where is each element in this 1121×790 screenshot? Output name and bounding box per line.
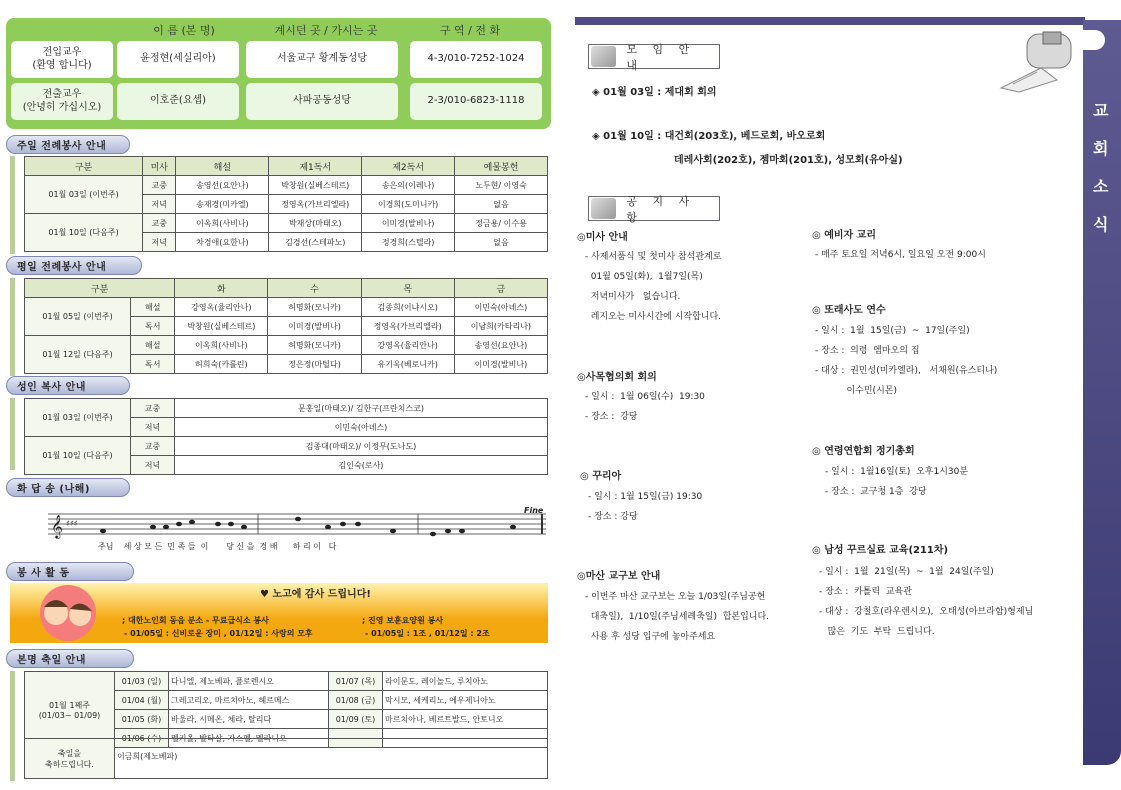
service-line2-right: - 01/05일 : 1조 , 01/12일 : 2조	[365, 629, 490, 638]
feast-date: 01/08 (금)	[329, 691, 383, 710]
svg-text:𝄞: 𝄞	[51, 514, 63, 538]
th: 해설	[176, 157, 269, 176]
date-cell: 01월 10일 (다음주)	[25, 437, 131, 475]
hymn-section-title: 화 답 송 (나해)	[6, 478, 130, 497]
cell: 이옥희(사비나)	[176, 214, 269, 233]
music-staff	[48, 506, 548, 542]
notice-line: 사용 후 성당 입구에 놓아주세요	[585, 632, 716, 642]
role-cell: 해설	[131, 336, 175, 355]
cell: 송영선(요안나)	[454, 336, 547, 355]
adult-table	[24, 398, 548, 475]
notice-youth-title: ◎ 또래사도 연수	[812, 305, 886, 316]
cell: 없음	[455, 195, 548, 214]
header-name: 이 름 (본 명)	[153, 24, 215, 37]
th: 구분	[25, 157, 143, 176]
transfer-out-place: 사파공동성당	[246, 83, 398, 120]
top-bar	[575, 17, 1085, 25]
notice-line: 많은 기도 부탁 드립니다.	[819, 627, 935, 637]
congrats-label: 축일을 축하드립니다.	[25, 739, 115, 779]
service-banner	[10, 583, 548, 643]
notice-assembly-title: ◎ 연령연합회 정기총회	[812, 446, 915, 457]
notice-line: - 일시 : 1월 15일(금) ~ 17일(주일)	[815, 326, 970, 336]
notice-line: - 매주 토요일 저녁6시, 일요일 오전 9:00시	[815, 250, 986, 260]
cell: 차경애(요한나)	[176, 233, 269, 252]
meeting-item-2b: 데레사회(202호), 젬마회(201호), 성모회(유아실)	[674, 155, 903, 166]
meeting-item-1: ◈ 01월 03일 : 제대회 회의	[592, 87, 717, 98]
feast-names: 막시모, 세케리노, 에우제니아노	[383, 691, 548, 710]
notice-line: - 대상 : 강철호(라우렌시오), 오태성(아브라함)형제님	[819, 607, 1034, 617]
cell: 정영옥(가브리엘라)	[269, 195, 362, 214]
notice-line: - 이번주 마산 교구보는 오늘 1/03일(주님공현	[585, 592, 766, 602]
mailbox-icon	[997, 30, 1081, 94]
fine-mark: Fine	[524, 506, 544, 515]
feast-names: 라이문도, 레이놀드, 루치아노	[383, 672, 548, 691]
cell: 김인숙(로사)	[175, 456, 548, 475]
adult-section-title: 성인 복사 안내	[6, 376, 130, 395]
transfer-out-contact: 2-3/010-6823-1118	[410, 83, 542, 120]
mass-cell: 저녁	[143, 233, 176, 252]
service-line1-right: ; 진영 보훈요양원 봉사	[362, 616, 444, 625]
cell: 이민숙(아녜스)	[175, 418, 548, 437]
cell: 이경희(도미니카)	[362, 195, 455, 214]
mass-cell: 저녁	[143, 195, 176, 214]
notice-bulletin-title: ◎마산 교구보 안내	[577, 571, 661, 582]
cell: 박재상(마태오)	[269, 214, 362, 233]
feast-names: 다니엘, 제노베파, 플로렌시오	[169, 672, 329, 691]
notice-cursillo-title: ◎ 남성 꾸르실료 교육(211차)	[812, 545, 949, 556]
notice-line: - 장소 : 의령 엠마오의 집	[815, 346, 920, 356]
header-icon	[591, 46, 616, 67]
notice-line: - 장소 : 강당	[588, 512, 638, 522]
transfer-in-label: 전입교우 (환영 합니다)	[11, 41, 113, 78]
mass-cell: 저녁	[131, 418, 175, 437]
feast-left-bar	[10, 671, 15, 781]
svg-text:♯♯♯: ♯♯♯	[66, 519, 78, 528]
transfer-in-name: 윤정현(세실리아)	[117, 41, 239, 78]
feast-date: 01/07 (목)	[329, 672, 383, 691]
cell: 허명화(모니카)	[268, 298, 361, 317]
mass-cell: 교중	[131, 437, 175, 456]
cell: 강영옥(율리안나)	[175, 298, 268, 317]
feast-week: 01월 1째주 (01/03~ 01/09)	[25, 672, 115, 748]
notice-line: - 일시 : 1월 15일(금) 19:30	[588, 492, 703, 502]
cell: 박창원(실베스테르)	[175, 317, 268, 336]
header-icon	[591, 198, 616, 219]
cell: 박창원(실베스테르)	[269, 176, 362, 195]
cell: 허명화(모니카)	[268, 336, 361, 355]
th: 제2독서	[362, 157, 455, 176]
cell: 송은의(이레나)	[362, 176, 455, 195]
notice-catechumen-title: ◎ 예비자 교리	[812, 230, 876, 241]
hymn-lyrics: 주님 세 상 모 든 민 족 들 이 당 신 을 경 배 하 리 이 다	[98, 542, 337, 551]
transfer-panel	[6, 18, 551, 129]
role-cell: 독서	[131, 355, 175, 374]
cell: 정경희(스텔라)	[362, 233, 455, 252]
notice-line: - 일시 : 1월 21일(목) ~ 1월 24일(주일)	[819, 567, 994, 577]
date-cell: 01월 03일 (이번주)	[25, 176, 143, 214]
cell: 김경선(스테파노)	[269, 233, 362, 252]
notice-title: 공 지 사 항	[626, 194, 696, 224]
cell: 없음	[455, 233, 548, 252]
cell: 정은정(마틸다)	[268, 355, 361, 374]
transfer-in-contact: 4-3/010-7252-1024	[410, 41, 542, 78]
header-place: 계시던 곳 / 가시는 곳	[274, 24, 378, 37]
sunday-section-title: 주일 전례봉사 안내	[6, 135, 130, 154]
notice-line: 저녁미사가 없습니다.	[585, 292, 681, 302]
mass-cell: 교중	[143, 176, 176, 195]
notice-council-title: ◎사목협의회 회의	[577, 372, 657, 383]
vertical-title-char: 교	[1093, 101, 1109, 120]
notice-line: 01월 05일(화), 1월7일(목)	[585, 272, 703, 282]
cell: 문홍일(마태오)/ 김한구(프란치스코)	[175, 399, 548, 418]
cell: 송재경(미카엘)	[176, 195, 269, 214]
cell: 이미경(발비나)	[362, 214, 455, 233]
cell: 이미경(발비나)	[454, 355, 547, 374]
th: 금	[454, 279, 547, 298]
transfer-in-place: 서울교구 황계동성당	[246, 41, 398, 78]
notice-mass-title: ◎미사 안내	[577, 232, 628, 243]
cell: 이남희(카타리나)	[454, 317, 547, 336]
feast-date: 01/03 (일)	[115, 672, 169, 691]
cell: 노두현/ 이영숙	[455, 176, 548, 195]
notice-line: - 일시 : 1월16일(토) 오후1시30분	[825, 467, 969, 477]
notice-line: - 대상 : 권민성(미카엘라), 서채원(유스티나)	[815, 366, 998, 376]
thanks-text: ♥ 노고에 감사 드립니다!	[260, 589, 371, 600]
header-contact: 구 역 / 전 화	[439, 24, 501, 37]
vertical-title-char: 소	[1093, 177, 1109, 196]
transfer-out-name: 이호준(요셉)	[117, 83, 239, 120]
congrats-table	[24, 738, 548, 779]
sunday-left-bar	[10, 156, 15, 254]
feast-date: 01/05 (화)	[115, 710, 169, 729]
notice-curia-title: ◎ 꾸리아	[580, 471, 622, 482]
right-side-bar	[1083, 20, 1121, 765]
feast-names: 마르치아나, 베르트발드, 안토니오	[383, 710, 548, 729]
cell: 이민숙(아녜스)	[454, 298, 547, 317]
feast-table	[24, 671, 548, 748]
notice-line: - 사제서품식 및 첫미사 참석관계로	[585, 252, 722, 262]
cell: 정영옥(가브리엘라)	[361, 317, 454, 336]
role-cell: 해설	[131, 298, 175, 317]
meeting-item-2a: ◈ 01월 10일 : 대건회(203호), 베드로회, 바오로회	[592, 131, 826, 142]
notice-line: - 장소 : 교구청 1층 강당	[825, 487, 927, 497]
date-cell: 01월 12일 (다음주)	[25, 336, 131, 374]
feast-names: 바울라, 시메온, 체라, 탈리다	[169, 710, 329, 729]
vertical-title-char: 식	[1093, 215, 1109, 234]
notice-header	[588, 194, 720, 224]
cell: 송영선(요안나)	[176, 176, 269, 195]
notice-line: - 일시 : 1월 06일(수) 19:30	[585, 392, 705, 402]
cell: 유기옥(베로니카)	[361, 355, 454, 374]
date-cell: 01월 10일 (다음주)	[25, 214, 143, 252]
service-line2-left: - 01/05일 : 신비로운 장미 , 01/12일 : 사랑의 모후	[124, 629, 313, 638]
th: 화	[175, 279, 268, 298]
weekday-left-bar	[10, 278, 15, 376]
cell: 김종희(이냐시오)	[361, 298, 454, 317]
notice-line: 대축일), 1/10일(주님세례축일) 합본입니다.	[585, 612, 770, 622]
notice-line: 레지오는 미사시간에 시작합니다.	[585, 312, 722, 322]
th: 구분	[25, 279, 175, 298]
th: 수	[268, 279, 361, 298]
cell: 강영옥(율리안나)	[361, 336, 454, 355]
vertical-title-char: 회	[1093, 139, 1109, 158]
feast-date: 01/06 (수)	[115, 729, 169, 748]
cell: 이옥희(사비나)	[175, 336, 268, 355]
th: 미사	[143, 157, 176, 176]
th: 제1독서	[269, 157, 362, 176]
notice-line: - 장소 : 강당	[585, 412, 638, 422]
cell: 김종대(마태오)/ 이정무(도나도)	[175, 437, 548, 456]
date-cell: 01월 03일 (이번주)	[25, 399, 131, 437]
feast-date: 01/09 (토)	[329, 710, 383, 729]
meeting-title: 모 임 안 내	[626, 42, 696, 72]
mass-cell: 저녁	[131, 456, 175, 475]
th: 목	[361, 279, 454, 298]
weekday-table	[24, 278, 548, 374]
sunday-table	[24, 156, 548, 252]
side-bar-notch	[1081, 30, 1105, 50]
family-illustration	[22, 583, 114, 643]
congrats-value: 이금희(제노베파)	[115, 739, 548, 779]
feast-names: 멜키올, 발타살, 가스펠, 멜라니오	[169, 729, 329, 748]
cell: 이미경(발비나)	[268, 317, 361, 336]
adult-left-bar	[10, 398, 15, 470]
notice-line: - 장소 : 카톨릭 교육관	[819, 587, 912, 597]
feast-section-title: 본명 축일 안내	[6, 649, 134, 668]
weekday-section-title: 평일 전례봉사 안내	[6, 256, 142, 275]
role-cell: 독서	[131, 317, 175, 336]
th: 예물봉헌	[455, 157, 548, 176]
service-section-title: 봉 사 활 동	[6, 562, 134, 581]
cell: 정금용/ 이수용	[455, 214, 548, 233]
notice-line: 이수민(시몬)	[815, 386, 897, 396]
service-line1-left: ; 대한노인회 동읍 분소 - 무료급식소 봉사	[122, 616, 269, 625]
cell: 허희숙(카롤린)	[175, 355, 268, 374]
mass-cell: 교중	[143, 214, 176, 233]
transfer-out-label: 전출교우 (안녕히 가십시오)	[11, 83, 113, 120]
feast-names: 그레고리오, 마르치아노, 헤르메스	[169, 691, 329, 710]
feast-date: 01/04 (월)	[115, 691, 169, 710]
mass-cell: 교중	[131, 399, 175, 418]
meeting-header	[588, 42, 720, 72]
date-cell: 01월 05일 (이번주)	[25, 298, 131, 336]
